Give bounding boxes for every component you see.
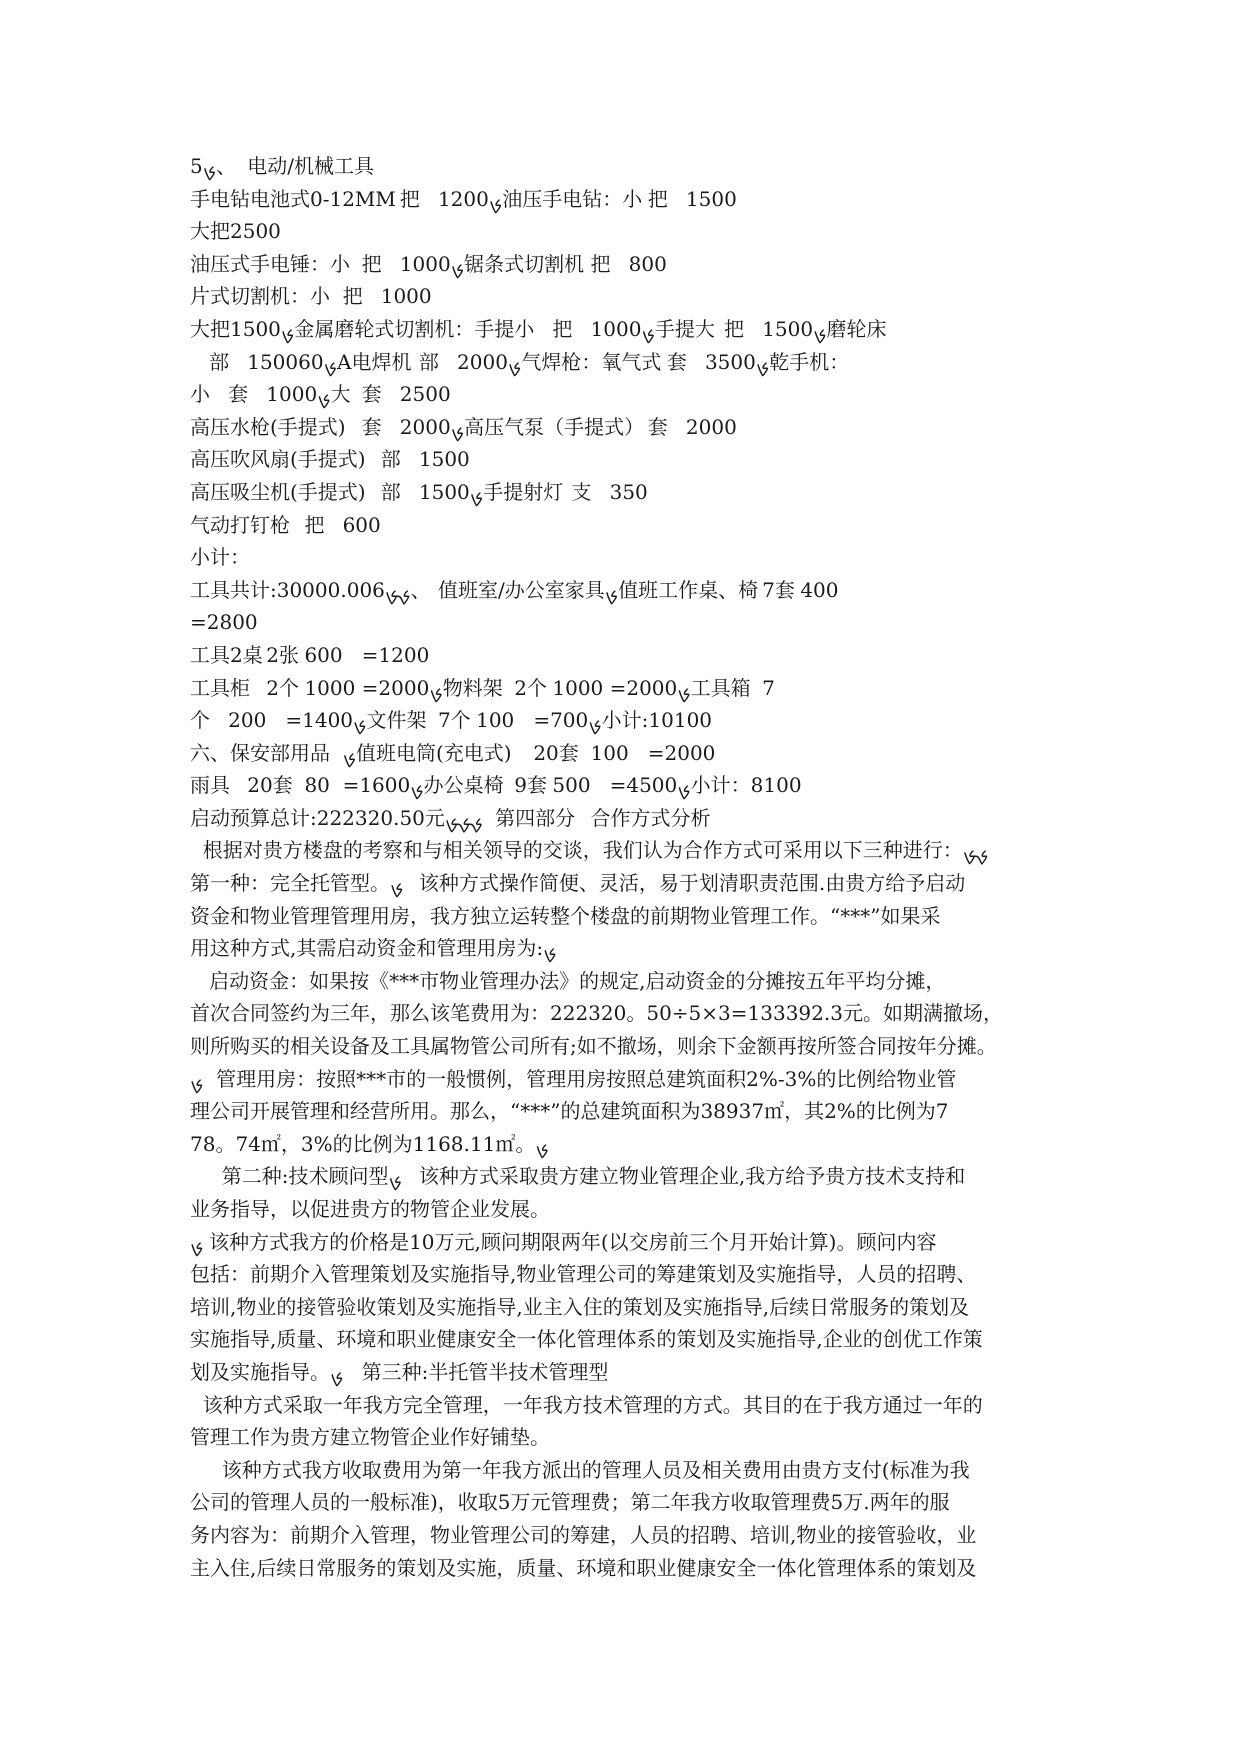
text-line-12: 气动打钉枪 把 600 [190,512,381,537]
text-line-26: 启动资金：如果按《***市物业管理办法》的规定,启动资金的分摊按五年平均分摊， [190,968,946,993]
text-line-24: 资金和物业管理管理用房，我方独立运转整个楼盘的前期物业管理工作。“***”如果采 [190,903,941,928]
text-line-42: 公司的管理人员的一般标准)，收取5万元管理费；第二年我方收取管理费5万.两年的服 [190,1490,950,1515]
text-line-27: 首次合同签约为三年，那么该笔费用为：222320。50÷5×3=133392.3元。如期满撤场， [190,1001,1003,1026]
text-line-10: 高压吹风扇(手提式) 部 1500 [190,447,470,472]
text-line-14: 工具共计:30000.006ࡊࡊ、 值班室/办公室家具ࡊ值班工作桌、椅 7套 400 [190,577,839,602]
text-line-23: 第一种：完全托管型。ࡊ 该种方式操作简便、灵活，易于划清职责范围.由贵方给予启动 [190,871,966,896]
text-line-20: 雨具 20套 80 =1600ࡊ办公桌椅 9套 500 =4500ࡊ小计：8100 [190,773,802,798]
text-line-16: 工具2桌 2张 600 =1200 [190,642,430,667]
text-line-21: 启动预算总计:222320.50元ࡊࡊࡊ 第四部分 合作方式分析 [190,805,711,830]
text-line-9: 高压水枪(手提式) 套 2000ࡊ高压气泵（手提式） 套 2000 [190,414,737,439]
text-line-28: 则所购买的相关设备及工具属物管公司所有;如不撤场，则余下金额再按所签合同按年分摊。 [190,1034,997,1059]
text-line-8: 小 套 1000ࡊ大 套 2500 [190,382,451,407]
text-line-31: 78。74㎡，3%的比例为1168.11㎡。ࡊ [190,1131,549,1156]
text-line-15: =2800 [190,610,258,635]
text-line-29: ࡊ 管理用房：按照***市的一般惯例，管理用房按照总建筑面积2%-3%的比例给物业管 [190,1066,957,1091]
text-line-17: 工具柜 2个 1000 =2000ࡊ物料架 2个 1000 =2000ࡊ工具箱 7 [190,675,775,700]
text-line-39: 该种方式采取一年我方完全管理，一年我方技术管理的方式。其目的在于我方通过一年的 [190,1392,983,1417]
document-body [190,150,1070,1584]
text-line-6: 大把1500ࡊ金属磨轮式切割机：手提小 把 1000ࡊ手提大 把 1500ࡊ磨轮床 [190,316,887,341]
text-line-18: 个 200 =1400ࡊ文件架 7个 100 =700ࡊ小计:10100 [190,708,713,733]
text-line-35: 包括：前期介入管理策划及实施指导,物业管理公司的筹建策划及实施指导，人员的招聘、 [190,1262,977,1287]
text-line-38: 划及实施指导。ࡊ 第三种:半托管半技术管理型 [190,1359,609,1384]
text-line-7: 部 150060ࡊA电焊机 部 2000ࡊ气焊枪：氧气式 套 3500ࡊ乾手机： [190,349,850,374]
text-line-32: 第二种:技术顾问型ࡊ 该种方式采取贵方建立物业管理企业,我方给予贵方技术支持和 [190,1164,966,1189]
text-line-22: 根据对贵方楼盘的考察和与相关领导的交谈，我们认为合作方式可采用以下三种进行：ࡊࡊ [190,838,989,863]
text-line-1: 5ࡊ、 电动/机械工具 [190,154,374,178]
text-line-3: 大把2500 [190,219,281,244]
text-line-34: ࡊ 该种方式我方的价格是10万元,顾问期限两年(以交房前三个月开始计算)。顾问内容 [190,1229,937,1254]
text-line-25: 用这种方式,其需启动资金和管理用房为:ࡊ [190,936,557,961]
text-line-5: 片式切割机：小 把 1000 [190,284,432,309]
text-line-40: 管理工作为贵方建立物管企业作好铺垫。 [190,1425,550,1450]
text-line-11: 高压吸尘机(手提式) 部 1500ࡊ手提射灯 支 350 [190,479,648,504]
text-line-19: 六、保安部用品 ࡊ值班电筒(充电式) 20套 100 =2000 [190,740,716,765]
text-line-30: 理公司开展管理和经营所用。那么，“***”的总建筑面积为38937㎡，其2%的比例为7 [190,1099,949,1124]
text-line-36: 培训,物业的接管验收策划及实施指导,业主入住的策划及实施指导,后续日常服务的策划及 [190,1294,970,1319]
text-line-41: 该种方式我方收取费用为第一年我方派出的管理人员及相关费用由贵方支付(标准为我 [190,1457,970,1482]
text-line-13: 小计： [190,545,250,570]
text-line-2: 手电钻电池式0-12MM 把 1200ࡊ油压手电钻：小 把 1500 [190,186,737,211]
text-line-37: 实施指导,质量、环境和职业健康安全一体化管理体系的策划及实施指导,企业的创优工作策 [190,1327,983,1352]
text-line-4: 油压式手电锤：小 把 1000ࡊ锯条式切割机 把 800 [190,251,667,276]
text-line-44: 主入住,后续日常服务的策划及实施，质量、环境和职业健康安全一体化管理体系的策划及 [190,1555,977,1580]
text-line-43: 务内容为：前期介入管理，物业管理公司的筹建，人员的招聘、培训,物业的接管验收，业 [190,1522,977,1547]
text-line-33: 业务指导，以促进贵方的物管企业发展。 [190,1197,550,1221]
